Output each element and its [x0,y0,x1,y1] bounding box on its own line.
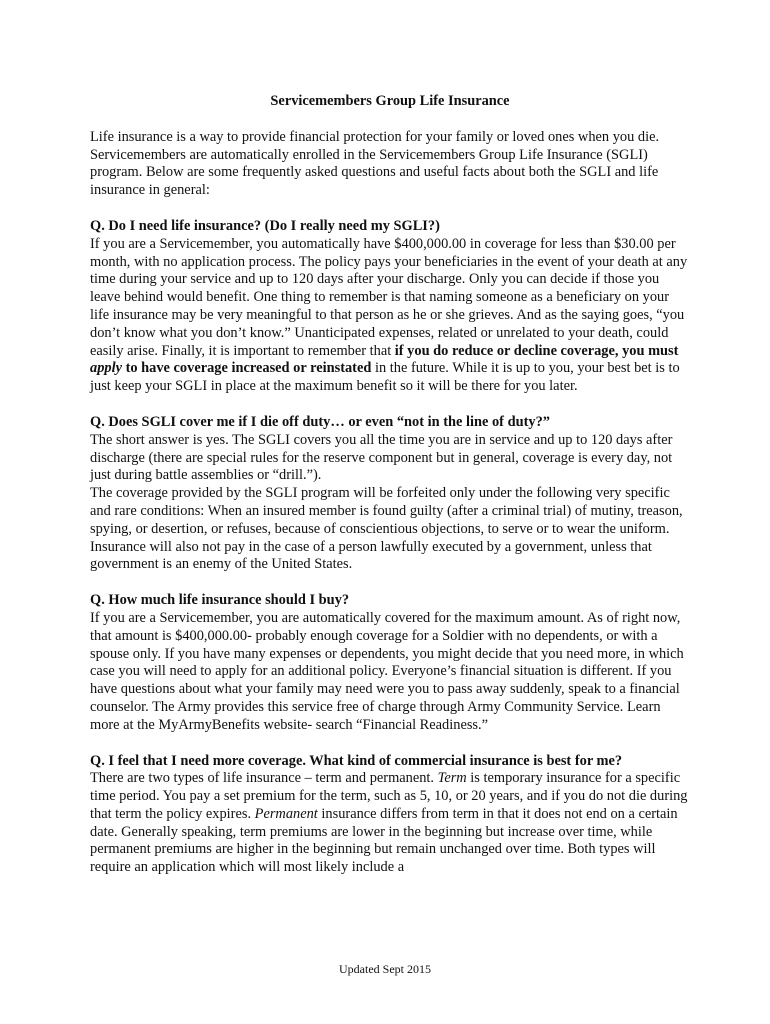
permanent-label: Permanent [254,805,318,822]
document-body [90,93,690,895]
faq-off-duty-coverage [90,414,690,574]
page-footer: Updated Sept 2015 [339,962,431,976]
question-heading: Q. Does SGLI cover me if I die off duty… or even “not in the line of duty?” [90,413,550,430]
answer-text: If you are a Servicemember, you automatically have $400,000.00 in coverage for less than $30.00 per month, with no application process. The policy pays your beneficiaries in the event of your death at any time during your service and up to 120 days after your discharge. Only you can decide if those you leave behind would benefit. One thing to remember is that naming someone as a beneficiary on your life insurance may be very meaningful to that person as he or she grieves. And as the saying goes, “you don’t know what you don’t know.” Unanticipated expenses, related or unrelated to your death, could easily arise. Finally, it is important to remember that [90,235,688,359]
answer-emphasis: to have coverage increased or reinstated [121,360,372,377]
answer-text: The coverage provided by the SGLI program will be forfeited only under the following very specific and rare conditions: When an insured member is found guilty (after a criminal trial) of mutiny, treason, spying, or desertion, or refuses, because of conscientious objections, to serve or to wear the uniform. Insurance will also not pay in the case of a person lawfully executed by a government, unless that government is an enemy of the United States. [90,485,683,573]
question-heading: Q. I feel that I need more coverage. What kind of commercial insurance is best for me? [90,752,623,769]
answer-emphasis: if you do reduce or decline coverage, you must [394,342,679,359]
answer-emphasis-italic: apply [90,360,122,377]
faq-need-insurance [90,218,690,396]
faq-more-coverage [90,753,690,878]
question-heading: Q. How much life insurance should I buy? [90,592,350,609]
answer-text: is temporary insurance for a specific time period. You pay a set premium for the term, such as 5, 10, or 20 years, and if you do not die during that term the policy expires. [90,770,688,822]
answer-text: If you are a Servicemember, you are automatically covered for the maximum amount. As of right now, that amount is $400,000.00- probably enough coverage for a Soldier with no dependents, or with a spouse only. If you have many expenses or dependents, you might decide that you need more, in which case you will need to apply for an additional policy. Everyone’s financial situation is different. If you have questions about what your family may need were you to pass away suddenly, speak to a financial counselor. The Army provides this service free of charge through Army Community Service. Learn more at the MyArmyBenefits website- search “Financial Readiness.” [90,609,684,733]
answer-text: The short answer is yes. The SGLI covers you all the time you are in service and up to 120 days after discharge (there are special rules for the reserve component but in general, coverage is every day, not just during battle assemblies or “drill.”). [90,431,673,484]
term-label: Term [437,770,467,787]
document-title: Servicemembers Group Life Insurance [270,93,510,109]
answer-text: insurance differs from term in that it does not end on a certain date. Generally speaking, term premiums are lower in the beginning but increase over time, while permanent premiums are higher in the beginning but remain unchanged over time. Both types will require an application which will most likely include a [90,805,678,876]
answer-text: in the future. While it is up to you, your best bet is to just keep your SGLI in place at the maximum benefit so it will be there for you later. [90,360,680,395]
intro-paragraph: Life insurance is a way to provide financial protection for your family or loved ones when you die. Servicemembers are automatically enrolled in the Servicemembers Group Life Insurance (SGLI) program. Below are some frequently asked questions and useful facts about both the SGLI and life insurance in general: [90,128,660,199]
answer-text: There are two types of life insurance – term and permanent. [90,770,438,787]
faq-how-much [90,592,690,734]
question-heading: Q. Do I need life insurance? (Do I really need my SGLI?) [90,217,440,234]
